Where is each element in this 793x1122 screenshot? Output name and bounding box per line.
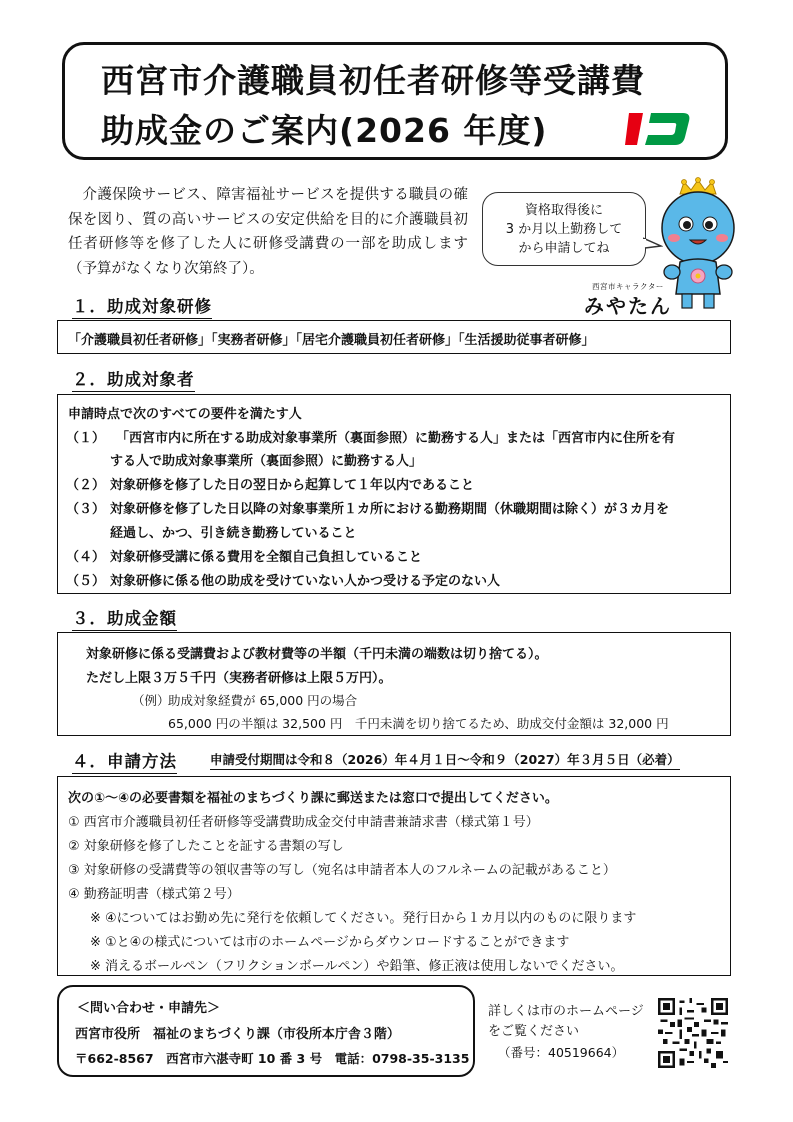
- bubble-line1: 資格取得後に: [524, 203, 603, 218]
- amount-line2: ただし上限３万５千円（実務者研修は上限５万円）。: [86, 671, 392, 686]
- example-label: （例）: [132, 693, 170, 708]
- section3-heading: ３．助成金額: [72, 605, 177, 631]
- required-document: ③ 対象研修の受講費等の領収書等の写し（宛名は申請者本人のフルネームの記載があること）: [68, 863, 616, 878]
- mascot-name: みやたん: [584, 294, 672, 318]
- page-title-line2: 助成金のご案内(2026 年度): [101, 111, 548, 150]
- contact-office: 西宮市役所 福祉のまちづくり課（市役所本庁舎３階）: [75, 1027, 400, 1042]
- note-item: ※ ④についてはお勤め先に発行を依頼してください。発行日から１カ月以内のものに限ります: [90, 911, 637, 926]
- contact-address: 〒662-8567 西宮市六湛寺町 10 番 3 号 電話：0798-35-3135: [75, 1051, 470, 1066]
- nishinomiya-city-logo-icon: [621, 105, 693, 151]
- section1-heading: １．助成対象研修: [72, 293, 212, 319]
- criteria-number: （１）: [66, 431, 106, 446]
- criteria-number: （４）: [66, 550, 106, 565]
- section1-box: [57, 320, 731, 354]
- bubble-line2: 3 か月以上勤務して: [505, 222, 623, 237]
- note-item: ※ 消えるボールペン（フリクションボールペン）や鉛筆、修正液は使用しないでください。: [90, 959, 624, 974]
- speech-bubble: [482, 192, 646, 266]
- criteria-text: 経過し、かつ、引き続き勤務していること: [110, 526, 357, 541]
- required-document: ④ 勤務証明書（様式第２号）: [68, 887, 240, 902]
- criteria-number: （２）: [66, 478, 106, 493]
- section3-box: [57, 632, 731, 736]
- homepage-number: （番号：40519664）: [498, 1045, 625, 1060]
- criteria-text: する人で助成対象事業所（裏面参照）に勤務する人」: [110, 454, 423, 469]
- section1-content: 「介護職員初任者研修」「実務者研修」「居宅介護職員初任者研修」「生活援助従事者研修」: [68, 333, 595, 348]
- criteria-number: （５）: [66, 574, 106, 589]
- bubble-line3: から申請してね: [518, 241, 610, 256]
- section2-heading: ２．助成対象者: [72, 366, 195, 392]
- example-line2: 65,000 円の半額は 32,500 円 千円未満を切り捨てるため、助成交付金額は 32,000 円: [168, 716, 669, 731]
- criteria-text: 対象研修を修了した日の翌日から起算して１年以内であること: [110, 478, 475, 493]
- criteria-text: 対象研修受講に係る費用を全額自己負担していること: [110, 550, 423, 565]
- required-document: ① 西宮市介護職員初任者研修等受講費助成金交付申請書兼請求書（様式第１号）: [68, 815, 539, 830]
- section4-box: [57, 776, 731, 976]
- title-box: [62, 42, 728, 160]
- contact-box: [57, 985, 475, 1077]
- section2-box: [57, 394, 731, 594]
- intro-paragraph: 介護保険サービス、障害福祉サービスを提供する職員の確保を図り、質の高いサービスの安定供給を目的に介護職員初任者研修等を修了した人に研修受講費の一部を助成します（予算がなくなり次第終了）。: [68, 187, 468, 277]
- homepage-text-line2: をご覧ください: [488, 1024, 580, 1039]
- amount-line1: 対象研修に係る受講費および教材費等の半額（千円未満の端数は切り捨てる）。: [86, 647, 548, 662]
- criteria-text: 「西宮市内に所在する助成対象事業所（裏面参照）に勤務する人」または「西宮市内に住所を有: [116, 431, 676, 446]
- homepage-text-line1: 詳しくは市のホームページ: [488, 1004, 644, 1019]
- section4-lead: 次の①～④の必要書類を福祉のまちづくり課に郵送または窓口で提出してください。: [68, 791, 558, 806]
- criteria-text: 対象研修を修了した日以降の対象事業所１カ所における勤務期間（休職期間は除く）が３カ月を: [110, 502, 670, 517]
- mascot-caption: 西宮市キャラクター: [592, 282, 664, 291]
- page-title-line1: 西宮市介護職員初任者研修等受講費: [101, 61, 645, 100]
- application-period: 申請受付期間は令和８（2026）年４月１日～令和９（2027）年３月５日（必着）: [210, 750, 680, 770]
- criteria-text: 対象研修に係る他の助成を受けていない人かつ受ける予定のない人: [110, 574, 501, 589]
- criteria-number: （３）: [66, 502, 106, 517]
- contact-heading: ＜問い合わせ・申請先＞: [77, 1001, 221, 1016]
- qr-code-icon[interactable]: [658, 998, 728, 1068]
- required-document: ② 対象研修を修了したことを証する書類の写し: [68, 839, 344, 854]
- note-item: ※ ①と④の様式については市のホームページからダウンロードすることができます: [90, 935, 570, 950]
- example-line1: 助成対象経費が 65,000 円の場合: [168, 693, 358, 708]
- section2-lead: 申請時点で次のすべての要件を満たす人: [68, 407, 302, 422]
- section4-heading: ４．申請方法: [72, 748, 177, 774]
